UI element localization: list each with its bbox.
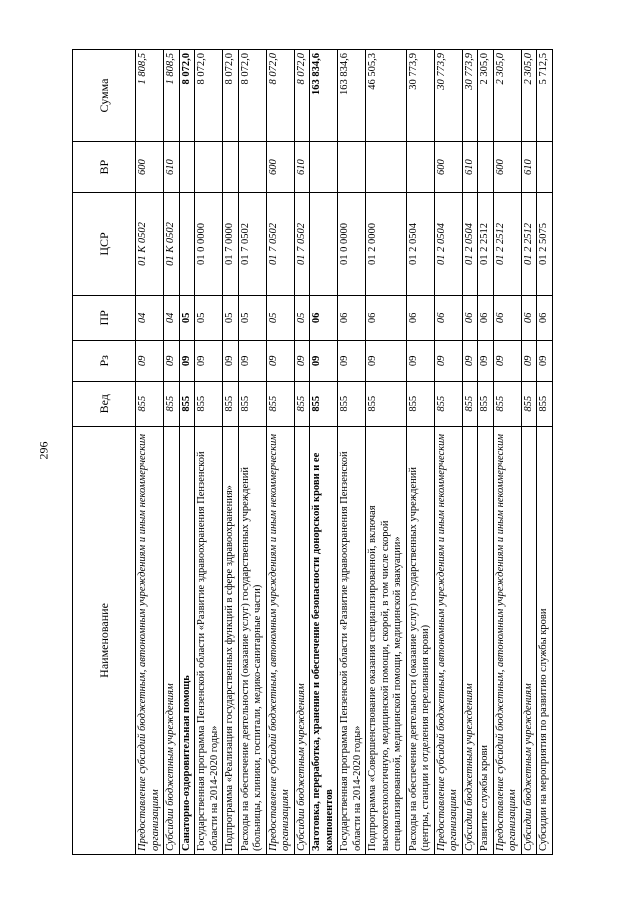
page-number: 296: [36, 441, 51, 460]
cell-csr: 01 7 0000: [223, 193, 239, 296]
table-row: [338, 50, 366, 855]
cell-rz: 09: [338, 340, 366, 381]
cell-ved: 855: [266, 381, 294, 426]
table-row: [195, 50, 223, 855]
cell-rz: 09: [223, 340, 239, 381]
cell-pr: 06: [521, 295, 537, 340]
cell-ved: 855: [238, 381, 266, 426]
cell-csr: [310, 193, 338, 296]
cell-name: Субсидии на мероприятия по развитию службы крови: [537, 426, 553, 854]
cell-name: Субсидии бюджетным учреждениям: [462, 426, 478, 854]
header-rz: Рз: [73, 340, 136, 381]
cell-ved: 855: [136, 381, 164, 426]
cell-rz: 09: [493, 340, 521, 381]
cell-vr: 600: [493, 142, 521, 193]
cell-pr: 06: [406, 295, 434, 340]
cell-csr: 01 7 0502: [294, 193, 310, 296]
cell-csr: 01 2 0000: [366, 193, 407, 296]
cell-ved: 855: [537, 381, 553, 426]
cell-ved: 855: [179, 381, 195, 426]
cell-vr: 610: [294, 142, 310, 193]
cell-ved: 855: [310, 381, 338, 426]
cell-rz: 09: [195, 340, 223, 381]
cell-pr: 06: [493, 295, 521, 340]
table-row: [478, 50, 494, 855]
cell-pr: 05: [195, 295, 223, 340]
header-csr: ЦСР: [73, 193, 136, 296]
cell-rz: 09: [238, 340, 266, 381]
cell-rz: 09: [266, 340, 294, 381]
header-pr: ПР: [73, 295, 136, 340]
cell-sum: 2 305,0: [521, 50, 537, 142]
cell-csr: 01 2 5075: [537, 193, 553, 296]
cell-rz: 09: [136, 340, 164, 381]
budget-table: [72, 49, 553, 855]
cell-pr: 05: [294, 295, 310, 340]
cell-name: Государственная программа Пензенской области «Развитие здравоохранения Пензенской области на 2014-2020 годы»: [195, 426, 223, 854]
cell-rz: 09: [521, 340, 537, 381]
table-row: [537, 50, 553, 855]
table-row: [434, 50, 462, 855]
cell-pr: 06: [537, 295, 553, 340]
table-row: [266, 50, 294, 855]
cell-csr: [179, 193, 195, 296]
cell-name: Предоставление субсидий бюджетным, автономным учреждениям и иным некоммерческим организациям: [493, 426, 521, 854]
cell-vr: [223, 142, 239, 193]
cell-rz: 09: [310, 340, 338, 381]
cell-sum: 46 505,3: [366, 50, 407, 142]
cell-ved: 855: [294, 381, 310, 426]
cell-csr: 01 7 0502: [266, 193, 294, 296]
cell-rz: 09: [366, 340, 407, 381]
cell-pr: 06: [462, 295, 478, 340]
header-vr: ВР: [73, 142, 136, 193]
cell-name: Подпрограмма «Совершенствование оказания специализированной, включая высокотехнологичную, медицинской помощи, скорой, в том числе скорой специализированной, медицинской помощи, медицинской эвакуации»: [366, 426, 407, 854]
table-header-row: [73, 50, 136, 855]
table-row: [136, 50, 164, 855]
cell-ved: 855: [164, 381, 180, 426]
cell-rz: 09: [537, 340, 553, 381]
cell-csr: 01 2 0504: [462, 193, 478, 296]
cell-name: Государственная программа Пензенской области «Развитие здравоохранения Пензенской области на 2014-2020 годы»: [338, 426, 366, 854]
cell-name: Субсидии бюджетным учреждениям: [294, 426, 310, 854]
cell-ved: 855: [462, 381, 478, 426]
cell-vr: [406, 142, 434, 193]
cell-sum: 8 072,0: [266, 50, 294, 142]
cell-ved: 855: [195, 381, 223, 426]
cell-ved: 855: [521, 381, 537, 426]
cell-sum: 30 773,9: [434, 50, 462, 142]
cell-sum: 8 072,0: [195, 50, 223, 142]
cell-csr: 01 К 0502: [164, 193, 180, 296]
cell-sum: 30 773,9: [462, 50, 478, 142]
cell-sum: 8 072,0: [179, 50, 195, 142]
cell-pr: 06: [338, 295, 366, 340]
cell-rz: 09: [406, 340, 434, 381]
cell-pr: 06: [434, 295, 462, 340]
cell-pr: 04: [136, 295, 164, 340]
cell-vr: [310, 142, 338, 193]
table-row: [223, 50, 239, 855]
cell-name: Субсидии бюджетным учреждениям: [521, 426, 537, 854]
cell-rz: 09: [294, 340, 310, 381]
cell-name: Заготовка, переработка, хранение и обеспечение безопасности донорской крови и ее компонентов: [310, 426, 338, 854]
cell-ved: 855: [223, 381, 239, 426]
cell-csr: 01 2 0504: [406, 193, 434, 296]
cell-ved: 855: [478, 381, 494, 426]
cell-sum: 8 072,0: [223, 50, 239, 142]
cell-vr: [537, 142, 553, 193]
cell-pr: 06: [310, 295, 338, 340]
table-row: [310, 50, 338, 855]
header-name: Наименование: [73, 426, 136, 854]
cell-sum: 163 834,6: [310, 50, 338, 142]
cell-pr: 05: [179, 295, 195, 340]
cell-sum: 30 773,9: [406, 50, 434, 142]
table-row: [294, 50, 310, 855]
cell-ved: 855: [366, 381, 407, 426]
cell-ved: 855: [406, 381, 434, 426]
cell-sum: 2 305,0: [478, 50, 494, 142]
cell-vr: 610: [462, 142, 478, 193]
cell-vr: [179, 142, 195, 193]
cell-csr: 01 0 0000: [338, 193, 366, 296]
cell-csr: 01 7 0502: [238, 193, 266, 296]
cell-name: Расходы на обеспечение деятельности (оказание услуг) государственных учреждений (больницы, клиники, госпитали, медико-санитарные части): [238, 426, 266, 854]
cell-rz: 09: [462, 340, 478, 381]
cell-pr: 05: [238, 295, 266, 340]
cell-vr: [478, 142, 494, 193]
table-row: [366, 50, 407, 855]
cell-sum: 1 808,5: [136, 50, 164, 142]
cell-sum: 5 712,5: [537, 50, 553, 142]
cell-pr: 05: [223, 295, 239, 340]
cell-sum: 2 305,0: [493, 50, 521, 142]
cell-pr: 04: [164, 295, 180, 340]
cell-rz: 09: [164, 340, 180, 381]
rotated-table-wrapper: [72, 49, 572, 855]
cell-ved: 855: [434, 381, 462, 426]
cell-name: Расходы на обеспечение деятельности (оказание услуг) государственных учреждений (центры, станции и отделения переливания крови): [406, 426, 434, 854]
cell-vr: 610: [521, 142, 537, 193]
cell-name: Предоставление субсидий бюджетным, автономным учреждениям и иным некоммерческим организациям: [434, 426, 462, 854]
header-ved: Вед: [73, 381, 136, 426]
cell-vr: 600: [266, 142, 294, 193]
cell-name: Предоставление субсидий бюджетным, автономным учреждениям и иным некоммерческим организациям: [136, 426, 164, 854]
cell-vr: [338, 142, 366, 193]
table-row: [238, 50, 266, 855]
cell-sum: 8 072,0: [238, 50, 266, 142]
cell-rz: 09: [478, 340, 494, 381]
cell-name: Предоставление субсидий бюджетным, автономным учреждениям и иным некоммерческим организациям: [266, 426, 294, 854]
cell-csr: 01 0 0000: [195, 193, 223, 296]
cell-vr: [195, 142, 223, 193]
table-row: [462, 50, 478, 855]
cell-vr: [366, 142, 407, 193]
cell-rz: 09: [434, 340, 462, 381]
cell-vr: [238, 142, 266, 193]
cell-rz: 09: [179, 340, 195, 381]
table-row: [521, 50, 537, 855]
cell-name: Развитие службы крови: [478, 426, 494, 854]
cell-csr: 01 2 2512: [478, 193, 494, 296]
table-row: [179, 50, 195, 855]
cell-sum: 163 834,6: [338, 50, 366, 142]
cell-vr: 600: [434, 142, 462, 193]
table-row: [493, 50, 521, 855]
cell-pr: 05: [266, 295, 294, 340]
table-row: [164, 50, 180, 855]
cell-csr: 01 2 2512: [493, 193, 521, 296]
table-row: [406, 50, 434, 855]
table-body: [136, 50, 553, 855]
cell-sum: 1 808,5: [164, 50, 180, 142]
cell-csr: 01 2 2512: [521, 193, 537, 296]
cell-csr: 01 2 0504: [434, 193, 462, 296]
cell-ved: 855: [338, 381, 366, 426]
cell-vr: 600: [136, 142, 164, 193]
cell-sum: 8 072,0: [294, 50, 310, 142]
cell-ved: 855: [493, 381, 521, 426]
cell-name: Санаторно-оздоровительная помощь: [179, 426, 195, 854]
cell-name: Субсидии бюджетным учреждениям: [164, 426, 180, 854]
cell-pr: 06: [366, 295, 407, 340]
cell-pr: 06: [478, 295, 494, 340]
cell-csr: 01 К 0502: [136, 193, 164, 296]
header-sum: Сумма: [73, 50, 136, 142]
cell-vr: 610: [164, 142, 180, 193]
cell-name: Подпрограмма «Реализация государственных функций в сфере здравоохранения»: [223, 426, 239, 854]
